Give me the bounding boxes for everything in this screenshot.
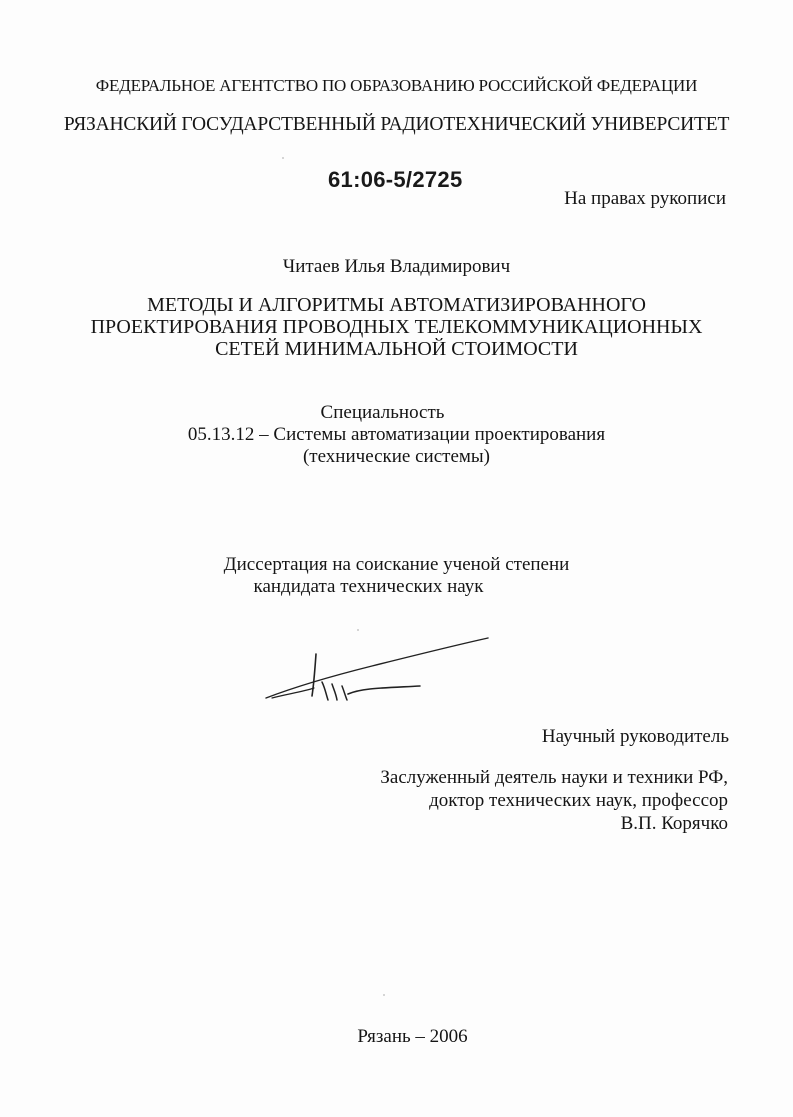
agency-name: ФЕДЕРАЛЬНОЕ АГЕНТСТВО ПО ОБРАЗОВАНИЮ РОССИЙСКОЙ ФЕДЕРАЦИИ [95,76,698,95]
scan-speck [383,994,385,996]
degree-line: кандидата технических наук [253,576,484,597]
supervisor-label: Научный руководитель [541,726,729,747]
supervisor-block [380,766,728,835]
catalog-number-stamp: 61:06-5/2725 [328,167,463,192]
degree-block [0,554,793,598]
city-year: Рязань – 2006 [357,1026,468,1047]
scan-speck [282,157,284,159]
title-line: ПРОЕКТИРОВАНИЯ ПРОВОДНЫХ ТЕЛЕКОММУНИКАЦИОННЫХ [90,316,703,338]
scan-speck [357,629,359,631]
specialty-block [0,402,793,468]
title-line: СЕТЕЙ МИНИМАЛЬНОЙ СТОИМОСТИ [215,338,578,360]
supervisor-name: В.П. Корячко [620,813,728,834]
author-name: Читаев Илья Владимирович [282,256,511,277]
dissertation-title [0,294,793,360]
specialty-code: 05.13.12 – Системы автоматизации проектирования [187,424,606,445]
manuscript-rights-note: На правах рукописи [564,188,726,209]
signature-icon [262,628,492,708]
degree-line: Диссертация на соискание ученой степени [223,554,570,575]
university-name: РЯЗАНСКИЙ ГОСУДАРСТВЕННЫЙ РАДИОТЕХНИЧЕСКИЙ УНИВЕРСИТЕТ [63,114,730,135]
supervisor-line: доктор технических наук, профессор [429,790,728,811]
title-line: МЕТОДЫ И АЛГОРИТМЫ АВТОМАТИЗИРОВАННОГО [147,294,646,316]
specialty-label: Специальность [320,402,445,423]
supervisor-line: Заслуженный деятель науки и техники РФ, [380,767,728,788]
specialty-qualifier: (технические системы) [302,446,490,467]
